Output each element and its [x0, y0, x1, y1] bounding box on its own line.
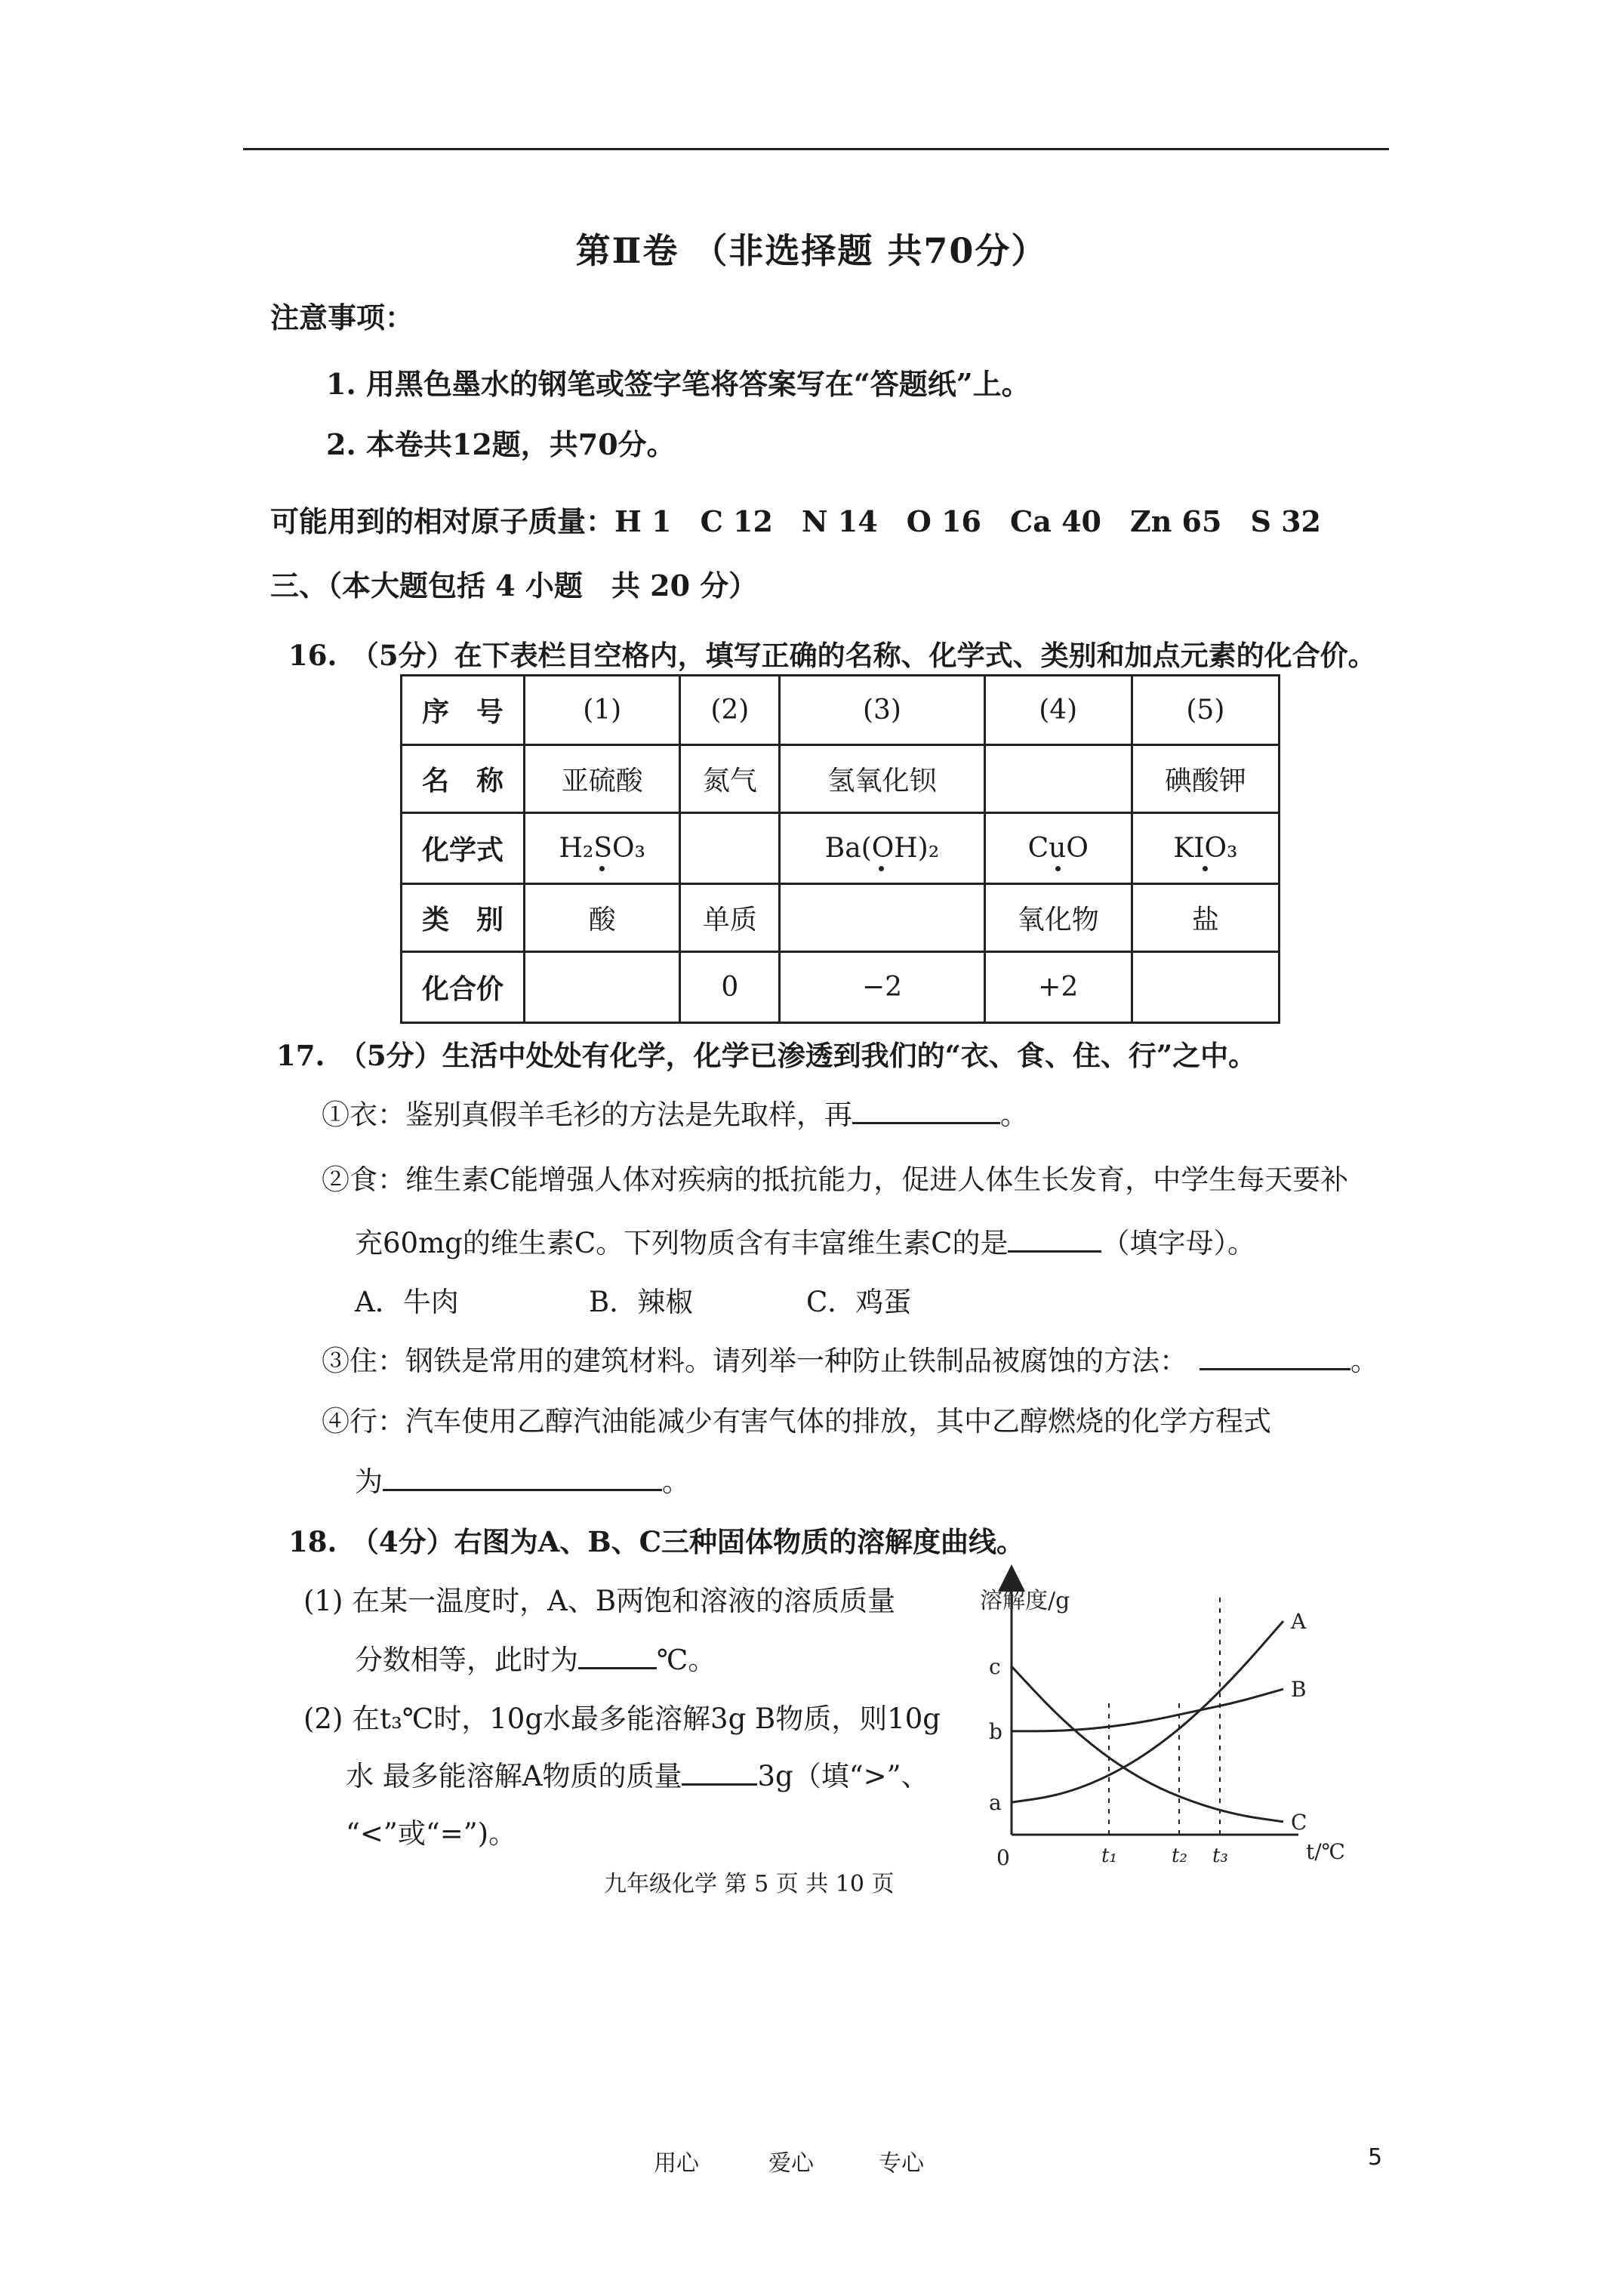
q18-part1-line2: [355, 1637, 716, 1678]
period: 。: [662, 1465, 690, 1498]
q16-table: [400, 674, 1280, 1024]
y-tick-b: b: [989, 1718, 1002, 1744]
col1-valence: [525, 952, 680, 1023]
q18-part2-line2: [346, 1753, 929, 1794]
row-label: 序 号: [402, 676, 525, 745]
y-tick-a: a: [989, 1790, 1002, 1816]
row-label: 类 别: [402, 884, 525, 952]
x-tick-1: t₁: [1101, 1845, 1117, 1867]
curve-C: [1012, 1666, 1283, 1822]
section-heading: 三、（本大题包括 4 小题 共 20 分）: [270, 569, 758, 603]
x-tick-labels: [1101, 1845, 1228, 1867]
footer-motto-3: 专心: [879, 2150, 924, 2177]
clothing-text: ①衣：鉴别真假羊毛衫的方法是先取样，再: [322, 1099, 852, 1131]
row-formula: [402, 813, 1280, 884]
q18-part1-line1: (1) 在某一温度时，A、B两饱和溶液的溶质质量: [303, 1585, 896, 1617]
col2-number: (2): [680, 676, 780, 745]
col4-category: 氧化物: [984, 884, 1132, 952]
y-tick-c: c: [989, 1654, 1001, 1680]
answer-blank[interactable]: [578, 1666, 657, 1669]
row-number: [402, 676, 1280, 745]
col4-formula: [984, 813, 1132, 884]
q17-stem: 17. （5分）生活中处处有化学，化学已渗透到我们的“衣、食、住、行”之中。: [276, 1039, 1257, 1072]
q17-food-line2: [355, 1220, 1255, 1261]
answer-blank[interactable]: [1008, 1250, 1101, 1253]
row-valence: [402, 952, 1280, 1023]
series-curves: [1012, 1609, 1307, 1835]
col5-number: (5): [1132, 676, 1279, 745]
q18-part2-line1: (2) 在t₃℃时，10g水最多能溶解3g B物质，则10g: [303, 1703, 941, 1735]
curve-A: [1012, 1621, 1283, 1802]
q17-travel-line2: [355, 1459, 690, 1499]
notice-item-1: 1. 用黑色墨水的钢笔或签字笔将答案写在“答题纸”上。: [326, 367, 1030, 401]
series-label-A: A: [1291, 1609, 1307, 1635]
part2-suffix: 3g（填“>”、: [757, 1760, 929, 1792]
formula-text: CuO: [1027, 833, 1089, 864]
part2-text: 水 最多能溶解A物质的质量: [346, 1760, 682, 1792]
col5-category: 盐: [1132, 884, 1279, 952]
series-label-C: C: [1291, 1809, 1307, 1835]
x-axis-label: t/℃: [1306, 1839, 1346, 1864]
guide-lines: [1109, 1593, 1220, 1835]
row-name: [402, 745, 1280, 813]
part1-text: 分数相等，此时为: [355, 1644, 578, 1676]
solubility-chart: [966, 1563, 1389, 1880]
col5-valence: [1132, 952, 1279, 1023]
col4-number: (4): [984, 676, 1132, 745]
footer-page: 5: [1368, 2144, 1383, 2171]
col3-category: [780, 884, 984, 952]
col2-formula: [680, 813, 780, 884]
col1-name: 亚硫酸: [525, 745, 680, 813]
q17-option-b: B．辣椒: [589, 1286, 694, 1318]
q17-clothing: [322, 1092, 1028, 1133]
col3-name: 氢氧化钡: [780, 745, 984, 813]
answer-blank[interactable]: [383, 1488, 662, 1491]
q17-food-line1: ②食：维生素C能增强人体对疾病的抵抗能力，促进人体生长发育，中学生每天要补: [322, 1163, 1349, 1196]
page-number-line: 九年级化学 第 5 页 共 10 页: [604, 1871, 895, 1897]
notice-item-2: 2. 本卷共12题，共70分。: [326, 427, 676, 461]
col1-formula: [525, 813, 680, 884]
footer-motto-1: 用心: [654, 2150, 699, 2177]
part1-unit: ℃。: [657, 1644, 716, 1676]
col3-number: (3): [780, 676, 984, 745]
col3-valence: −2: [780, 952, 984, 1023]
q17-travel-line1: ④行：汽车使用乙醇汽油能减少有害气体的排放，其中乙醇燃烧的化学方程式: [322, 1405, 1271, 1438]
row-label: 名 称: [402, 745, 525, 813]
q16-stem: 16. （5分）在下表栏目空格内，填写正确的名称、化学式、类别和加点元素的化合价。: [288, 639, 1376, 672]
q18-part2-line3: “<”或“=”)。: [346, 1817, 517, 1850]
atomic-masses: 可能用到的相对原子质量：H 1 C 12 N 14 O 16 Ca 40 Zn 65 S 32: [270, 504, 1321, 538]
col2-name: 氮气: [680, 745, 780, 813]
food-text: 充60mg的维生素C。下列物质含有丰富维生素C的是: [355, 1227, 1009, 1259]
y-axis-label: 溶解度/g: [980, 1588, 1070, 1614]
footer-motto-2: 爱心: [768, 2150, 814, 2177]
part-title: 第Ⅱ卷 （非选择题 共70分）: [575, 230, 1048, 271]
y-tick-labels: [989, 1654, 1002, 1815]
x-tick-3: t₃: [1212, 1845, 1228, 1867]
col2-valence: 0: [680, 952, 780, 1023]
housing-text: ③住：钢铁是常用的建筑材料。请列举一种防止铁制品被腐蚀的方法：: [322, 1345, 1187, 1377]
col1-category: 酸: [525, 884, 680, 952]
formula-text: H₂SO₃: [559, 833, 645, 864]
food-suffix: （填字母）。: [1101, 1227, 1255, 1259]
top-rule: [243, 148, 1389, 150]
col5-name: 碘酸钾: [1132, 745, 1279, 813]
origin-label: 0: [996, 1845, 1010, 1870]
q17-housing: [322, 1338, 1378, 1379]
q18-stem: 18. （4分）右图为A、B、C三种固体物质的溶解度曲线。: [288, 1525, 1025, 1558]
row-category: [402, 884, 1280, 952]
col1-number: (1): [525, 676, 680, 745]
row-label: 化合价: [402, 952, 525, 1023]
answer-blank[interactable]: [682, 1783, 757, 1786]
travel-text: 为: [355, 1465, 383, 1498]
formula-text: Ba(OH)₂: [824, 833, 940, 864]
q17-option-c: C．鸡蛋: [806, 1286, 912, 1318]
period: 。: [1000, 1099, 1028, 1131]
col2-category: 单质: [680, 884, 780, 952]
answer-blank[interactable]: [1200, 1367, 1350, 1370]
row-label: 化学式: [402, 813, 525, 884]
x-tick-2: t₂: [1172, 1845, 1187, 1867]
q17-option-a: A．牛肉: [355, 1286, 459, 1318]
notice-heading: 注意事项：: [270, 300, 414, 334]
series-label-B: B: [1291, 1677, 1307, 1703]
formula-text: KIO₃: [1173, 833, 1238, 864]
period: 。: [1350, 1345, 1378, 1377]
col4-name: [984, 745, 1132, 813]
col3-formula: [780, 813, 984, 884]
col4-valence: +2: [984, 952, 1132, 1023]
col5-formula: [1132, 813, 1279, 884]
answer-blank[interactable]: [852, 1121, 1000, 1124]
